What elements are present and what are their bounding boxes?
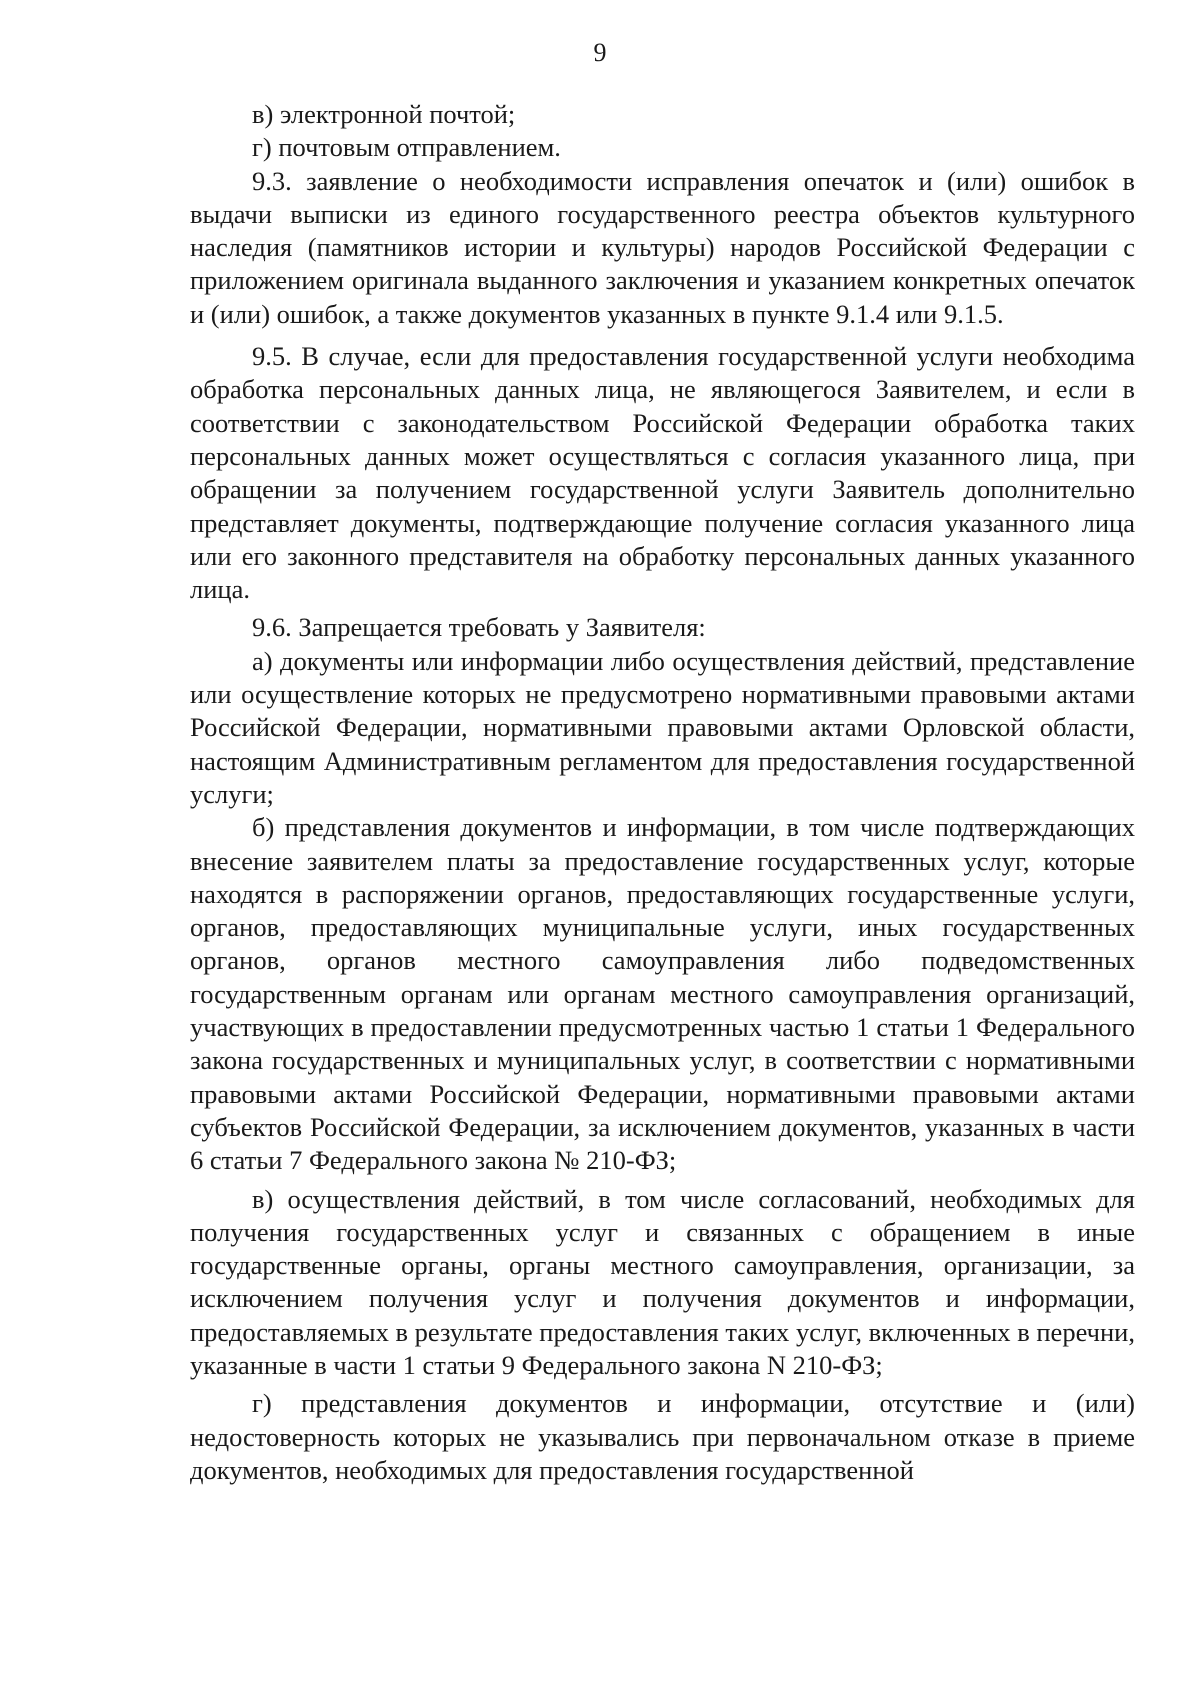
paragraph-9-6-g: г) представления документов и информации, отсутствие и (или) недостоверность которых не указывались при первоначальном отказе в приеме документов, необходимых для предоставления государственной <box>190 1388 1135 1485</box>
document-body <box>190 98 1135 1487</box>
paragraph-9-6-a: а) документы или информации либо осуществления действий, представление или осуществление которых не предусмотрено нормативными правовыми актами Российской Федерации, нормативными правовыми актами Орловской области, настоящим Административным регламентом для предоставления государственной услуги; <box>190 645 1135 809</box>
paragraph-9-6: 9.6. Запрещается требовать у Заявителя: <box>252 612 706 643</box>
page-number: 9 <box>593 38 607 67</box>
paragraph-item-v: в) электронной почтой; <box>252 99 516 129</box>
paragraph-9-6-v: в) осуществления действий, в том числе согласований, необходимых для получения государственных услуг и связанных с обращением в иные государственные органы, органы местного самоуправления, организации, за исключением получения услуг и получения документов и информации, предоставляемых в результате предоставления таких услуг, включенных в перечни, указанные в части 1 статьи 9 Федерального закона N 210-ФЗ; <box>190 1183 1135 1380</box>
paragraph-item-g: г) почтовым отправлением. <box>252 132 561 163</box>
paragraph-9-5: 9.5. В случае, если для предоставления государственной услуги необходима обработка персональных данных лица, не являющегося Заявителем, и если в соответствии с законодательством Российской Федерации обработка таких персональных данных может осуществляться с согласия указанного лица, при обращении за получением государственной услуги Заявитель дополнительно представляет документы, подтверждающие получение согласия указанного лица или его законного представителя на обработку персональных данных указанного лица. <box>190 341 1135 605</box>
paragraph-9-6-b: б) представления документов и информации, в том числе подтверждающих внесение заявителем платы за предоставление государственных услуг, которые находятся в распоряжении органов, предоставляющих государственные услуги, органов, предоставляющих муниципальные услуги, иных государственных органов, органов местного самоуправления либо подведомственных государственным органам или органам местного самоуправления организаций, участвующих в предоставлении предусмотренных частью 1 статьи 1 Федерального закона государственных и муниципальных услуг, в соответствии с нормативными правовыми актами Российской Федерации, нормативными правовыми актами субъектов Российской Федерации, за исключением документов, указанных в части 6 статьи 7 Федерального закона № 210-ФЗ; <box>190 812 1135 1176</box>
paragraph-9-3: 9.3. заявление о необходимости исправления опечаток и (или) ошибок в выдачи выписки из единого государственного реестра объектов культурного наследия (памятников истории и культуры) народов Российской Федерации с приложением оригинала выданного заключения и указанием конкретных опечаток и (или) ошибок, а также документов указанных в пункте 9.1.4 или 9.1.5. <box>190 165 1135 329</box>
